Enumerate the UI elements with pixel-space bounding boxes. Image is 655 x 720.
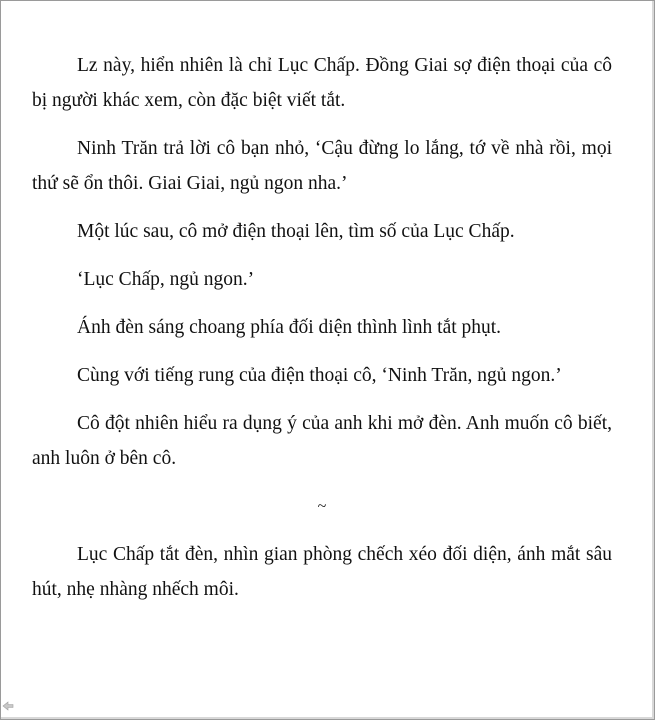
paragraph: Lục Chấp tắt đèn, nhìn gian phòng chếch xéo đối diện, ánh mắt sâu hút, nhẹ nhàng nhếch môi. (32, 544, 612, 600)
paragraph: Lz này, hiển nhiên là chỉ Lục Chấp. Đồng Giai sợ điện thoại của cô bị người khác xem, còn đặc biệt viết tắt. (32, 55, 612, 111)
paragraph: Ninh Trăn trả lời cô bạn nhỏ, ‘Cậu đừng lo lắng, tớ về nhà rồi, mọi thứ sẽ ổn thôi. Giai Giai, ngủ ngon nha.’ (32, 138, 612, 194)
document-body (32, 48, 612, 620)
paragraph: Cùng với tiếng rung của điện thoại cô, ‘Ninh Trăn, ngủ ngon.’ (77, 365, 562, 386)
paragraph: Một lúc sau, cô mở điện thoại lên, tìm số của Lục Chấp. (77, 221, 515, 242)
paragraph-end-arrow-icon (2, 700, 14, 712)
paragraph: Ánh đèn sáng choang phía đối diện thình lình tắt phụt. (77, 317, 502, 338)
paragraph: ‘Lục Chấp, ngủ ngon.’ (77, 269, 255, 290)
paragraph: Cô đột nhiên hiểu ra dụng ý của anh khi mở đèn. Anh muốn cô biết, anh luôn ở bên cô. (32, 413, 612, 469)
section-separator: ~ (317, 498, 327, 515)
